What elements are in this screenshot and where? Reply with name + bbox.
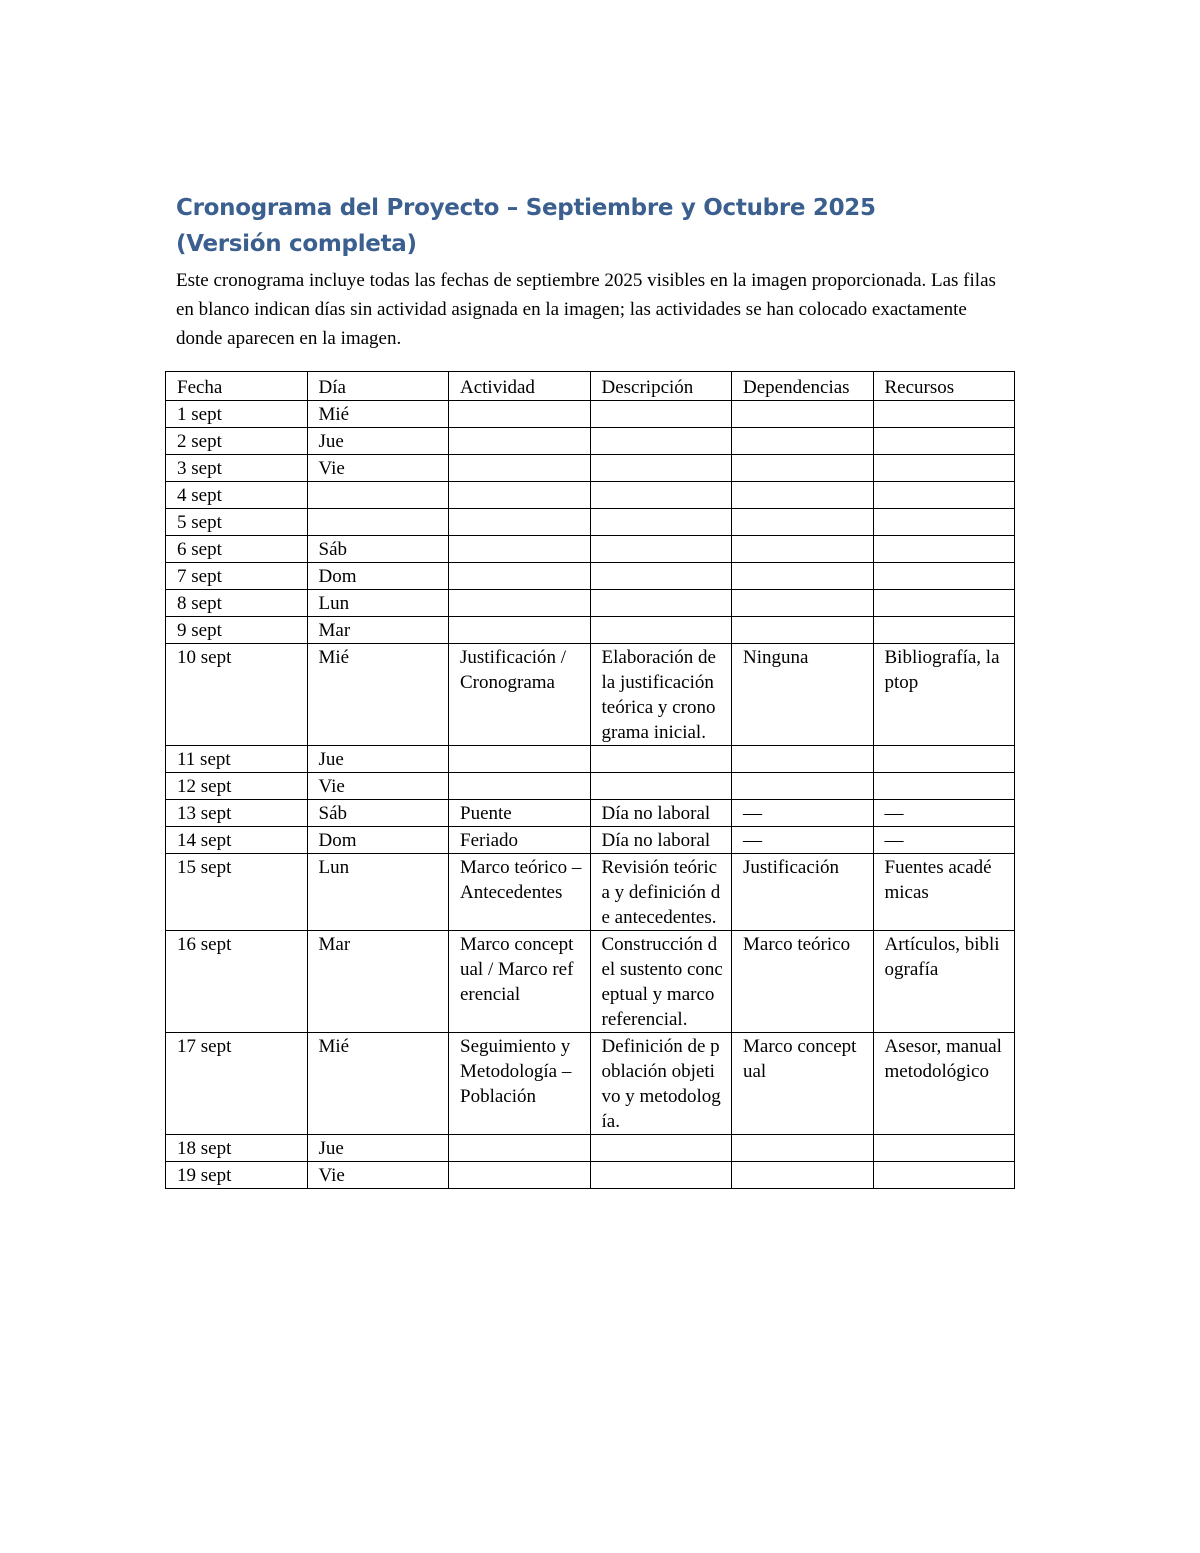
cell-dia: Vie bbox=[307, 1162, 449, 1189]
schedule-table bbox=[165, 371, 1015, 1189]
cell-actividad bbox=[449, 1135, 591, 1162]
header-dia: Día bbox=[307, 372, 449, 401]
cell-descripcion: Día no laboral bbox=[590, 800, 732, 827]
cell-recursos bbox=[873, 509, 1015, 536]
table-row bbox=[166, 1033, 1015, 1135]
table-row bbox=[166, 800, 1015, 827]
cell-recursos bbox=[873, 536, 1015, 563]
cell-descripcion bbox=[590, 455, 732, 482]
cell-dia bbox=[307, 509, 449, 536]
header-actividad: Actividad bbox=[449, 372, 591, 401]
table-row bbox=[166, 401, 1015, 428]
cell-fecha: 9 sept bbox=[166, 617, 308, 644]
cell-actividad bbox=[449, 590, 591, 617]
cell-descripcion bbox=[590, 401, 732, 428]
cell-dia: Mié bbox=[307, 1033, 449, 1135]
cell-dependencias: Marco teórico bbox=[732, 931, 874, 1033]
cell-actividad bbox=[449, 563, 591, 590]
cell-descripcion bbox=[590, 617, 732, 644]
cell-fecha: 1 sept bbox=[166, 401, 308, 428]
header-fecha: Fecha bbox=[166, 372, 308, 401]
document-title: Cronograma del Proyecto – Septiembre y Octubre 2025 (Versión completa) bbox=[176, 195, 876, 257]
table-row bbox=[166, 536, 1015, 563]
cell-dependencias bbox=[732, 428, 874, 455]
cell-recursos bbox=[873, 617, 1015, 644]
cell-descripcion bbox=[590, 509, 732, 536]
cell-recursos: Fuentes académicas bbox=[873, 854, 1015, 931]
cell-descripcion bbox=[590, 563, 732, 590]
cell-fecha: 6 sept bbox=[166, 536, 308, 563]
cell-fecha: 17 sept bbox=[166, 1033, 308, 1135]
cell-dependencias bbox=[732, 482, 874, 509]
table-header-row bbox=[166, 372, 1015, 401]
table-row bbox=[166, 746, 1015, 773]
cell-fecha: 14 sept bbox=[166, 827, 308, 854]
cell-fecha: 15 sept bbox=[166, 854, 308, 931]
cell-descripcion bbox=[590, 428, 732, 455]
cell-descripcion bbox=[590, 1135, 732, 1162]
cell-descripcion bbox=[590, 590, 732, 617]
cell-dia: Sáb bbox=[307, 536, 449, 563]
cell-descripcion: Revisión teórica y definición de antecedentes. bbox=[590, 854, 732, 931]
cell-actividad bbox=[449, 428, 591, 455]
cell-dependencias bbox=[732, 536, 874, 563]
cell-dependencias bbox=[732, 1162, 874, 1189]
cell-actividad: Marco conceptual / Marco referencial bbox=[449, 931, 591, 1033]
table-row bbox=[166, 827, 1015, 854]
table-row bbox=[166, 455, 1015, 482]
cell-actividad: Puente bbox=[449, 800, 591, 827]
cell-dia bbox=[307, 482, 449, 509]
cell-dia: Jue bbox=[307, 428, 449, 455]
cell-dia: Jue bbox=[307, 746, 449, 773]
cell-actividad bbox=[449, 509, 591, 536]
cell-fecha: 16 sept bbox=[166, 931, 308, 1033]
cell-dia: Sáb bbox=[307, 800, 449, 827]
cell-actividad bbox=[449, 617, 591, 644]
cell-dia: Dom bbox=[307, 827, 449, 854]
cell-dia: Vie bbox=[307, 455, 449, 482]
cell-dependencias bbox=[732, 773, 874, 800]
table-row bbox=[166, 563, 1015, 590]
cell-descripcion: Definición de población objetivo y metodología. bbox=[590, 1033, 732, 1135]
cell-descripcion bbox=[590, 482, 732, 509]
cell-recursos: — bbox=[873, 800, 1015, 827]
cell-fecha: 3 sept bbox=[166, 455, 308, 482]
cell-dia: Dom bbox=[307, 563, 449, 590]
cell-fecha: 19 sept bbox=[166, 1162, 308, 1189]
cell-recursos bbox=[873, 773, 1015, 800]
cell-fecha: 2 sept bbox=[166, 428, 308, 455]
table-row bbox=[166, 590, 1015, 617]
cell-dia: Mié bbox=[307, 401, 449, 428]
cell-recursos: Artículos, bibliografía bbox=[873, 931, 1015, 1033]
cell-actividad bbox=[449, 536, 591, 563]
header-descripcion: Descripción bbox=[590, 372, 732, 401]
cell-fecha: 8 sept bbox=[166, 590, 308, 617]
cell-recursos: Asesor, manual metodológico bbox=[873, 1033, 1015, 1135]
cell-dependencias: Ninguna bbox=[732, 644, 874, 746]
table-row bbox=[166, 644, 1015, 746]
cell-dependencias: — bbox=[732, 800, 874, 827]
cell-dia: Lun bbox=[307, 854, 449, 931]
cell-actividad bbox=[449, 401, 591, 428]
cell-fecha: 5 sept bbox=[166, 509, 308, 536]
cell-recursos bbox=[873, 401, 1015, 428]
cell-dia: Mar bbox=[307, 617, 449, 644]
cell-fecha: 11 sept bbox=[166, 746, 308, 773]
table-row bbox=[166, 509, 1015, 536]
table-row bbox=[166, 773, 1015, 800]
header-recursos: Recursos bbox=[873, 372, 1015, 401]
cell-fecha: 10 sept bbox=[166, 644, 308, 746]
cell-descripcion: Construcción del sustento conceptual y marco referencial. bbox=[590, 931, 732, 1033]
table-row bbox=[166, 428, 1015, 455]
cell-descripcion: Día no laboral bbox=[590, 827, 732, 854]
cell-dependencias: Marco conceptual bbox=[732, 1033, 874, 1135]
cell-dependencias bbox=[732, 509, 874, 536]
cell-fecha: 12 sept bbox=[166, 773, 308, 800]
cell-actividad: Seguimiento y Metodología – Población bbox=[449, 1033, 591, 1135]
cell-dependencias: Justificación bbox=[732, 854, 874, 931]
table-row bbox=[166, 854, 1015, 931]
cell-fecha: 7 sept bbox=[166, 563, 308, 590]
cell-dia: Mié bbox=[307, 644, 449, 746]
cell-dependencias bbox=[732, 563, 874, 590]
table-row bbox=[166, 482, 1015, 509]
header-dependencias: Dependencias bbox=[732, 372, 874, 401]
cell-dependencias bbox=[732, 455, 874, 482]
intro-paragraph: Este cronograma incluye todas las fechas de septiembre 2025 visibles en la imagen proporcionada. Las filas en blanco indican días sin actividad asignada en la imagen; las actividades se han colocado exactamente donde aparecen en la imagen. bbox=[176, 270, 996, 349]
cell-dependencias: — bbox=[732, 827, 874, 854]
cell-actividad bbox=[449, 482, 591, 509]
cell-recursos: Bibliografía, laptop bbox=[873, 644, 1015, 746]
cell-dependencias bbox=[732, 746, 874, 773]
cell-actividad bbox=[449, 455, 591, 482]
cell-actividad bbox=[449, 773, 591, 800]
cell-dia: Mar bbox=[307, 931, 449, 1033]
cell-actividad bbox=[449, 1162, 591, 1189]
cell-recursos bbox=[873, 590, 1015, 617]
cell-actividad: Justificación / Cronograma bbox=[449, 644, 591, 746]
cell-descripcion bbox=[590, 746, 732, 773]
cell-dependencias bbox=[732, 401, 874, 428]
cell-recursos bbox=[873, 563, 1015, 590]
cell-fecha: 13 sept bbox=[166, 800, 308, 827]
cell-recursos bbox=[873, 1162, 1015, 1189]
cell-dia: Lun bbox=[307, 590, 449, 617]
cell-recursos bbox=[873, 482, 1015, 509]
table-body bbox=[166, 401, 1015, 1189]
cell-descripcion bbox=[590, 773, 732, 800]
cell-dependencias bbox=[732, 1135, 874, 1162]
cell-recursos bbox=[873, 455, 1015, 482]
cell-dia: Jue bbox=[307, 1135, 449, 1162]
cell-descripcion bbox=[590, 536, 732, 563]
cell-descripcion bbox=[590, 1162, 732, 1189]
cell-recursos bbox=[873, 1135, 1015, 1162]
cell-dependencias bbox=[732, 590, 874, 617]
cell-fecha: 18 sept bbox=[166, 1135, 308, 1162]
cell-fecha: 4 sept bbox=[166, 482, 308, 509]
table-row bbox=[166, 617, 1015, 644]
table-row bbox=[166, 931, 1015, 1033]
table-row bbox=[166, 1135, 1015, 1162]
cell-actividad: Feriado bbox=[449, 827, 591, 854]
cell-dependencias bbox=[732, 617, 874, 644]
cell-recursos bbox=[873, 428, 1015, 455]
cell-recursos: — bbox=[873, 827, 1015, 854]
cell-recursos bbox=[873, 746, 1015, 773]
cell-dia: Vie bbox=[307, 773, 449, 800]
table-row bbox=[166, 1162, 1015, 1189]
cell-actividad bbox=[449, 746, 591, 773]
cell-actividad: Marco teórico – Antecedentes bbox=[449, 854, 591, 931]
cell-descripcion: Elaboración de la justificación teórica y cronograma inicial. bbox=[590, 644, 732, 746]
